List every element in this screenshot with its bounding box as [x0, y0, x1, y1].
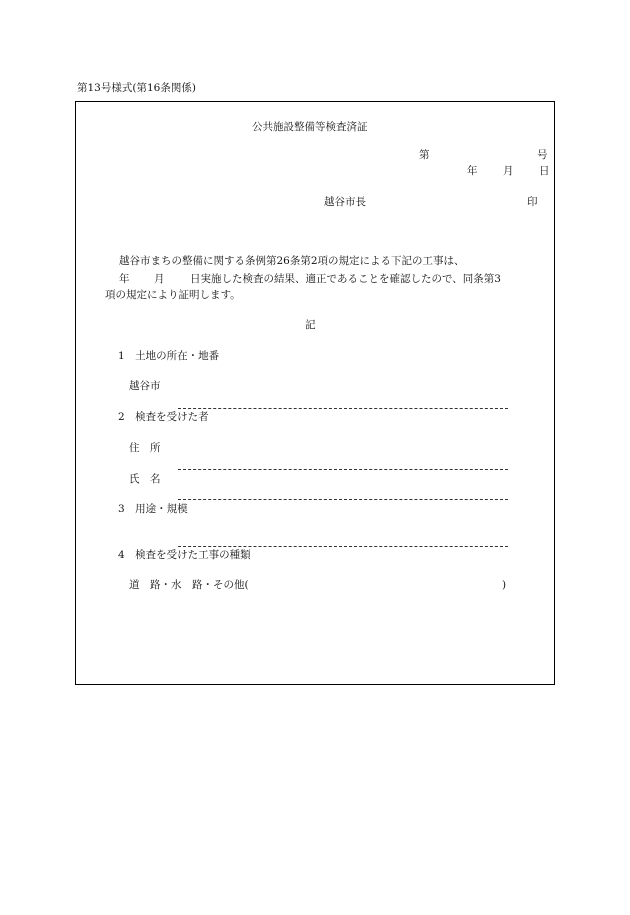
date-day-label: 日	[539, 165, 550, 177]
body-line-2: 日実施した検査の結果、適正であることを確認したので、同条第3	[190, 273, 501, 285]
item-2-heading: 2 検査を受けた者	[118, 411, 209, 423]
body-month-label: 月	[154, 273, 165, 285]
item-4-options: 道 路・水 路・その他(	[129, 579, 249, 591]
item-2-address-underline	[178, 469, 508, 470]
item-1-heading: 1 土地の所在・地番	[118, 350, 220, 362]
item-1-underline	[178, 408, 508, 409]
item-4-close-paren: )	[502, 579, 507, 591]
item-3-heading: 3 用途・規模	[118, 503, 188, 515]
item-1-city: 越谷市	[129, 380, 161, 392]
item-2-name-label: 氏 名	[129, 473, 161, 485]
item-2-address-label: 住 所	[129, 442, 161, 454]
body-line-1: 越谷市まちの整備に関する条例第26条第2項の規定による下記の工事は、	[119, 255, 465, 267]
number-prefix: 第	[419, 149, 430, 161]
date-month-label: 月	[503, 165, 514, 177]
certificate-frame	[75, 101, 555, 685]
certificate-title: 公共施設整備等検査済証	[252, 121, 368, 133]
item-4-heading: 4 検査を受けた工事の種類	[118, 549, 251, 561]
date-year-label: 年	[467, 165, 478, 177]
item-2-name-underline	[178, 499, 508, 500]
issuer-name: 越谷市長	[324, 196, 366, 208]
form-number: 第13号様式(第16条関係)	[77, 82, 196, 94]
body-year-label: 年	[119, 273, 130, 285]
seal-mark: 印	[527, 196, 538, 208]
item-3-underline	[178, 546, 508, 547]
body-line-3: 項の規定により証明します。	[105, 289, 241, 301]
number-suffix: 号	[537, 149, 548, 161]
ki-heading: 記	[305, 319, 316, 331]
